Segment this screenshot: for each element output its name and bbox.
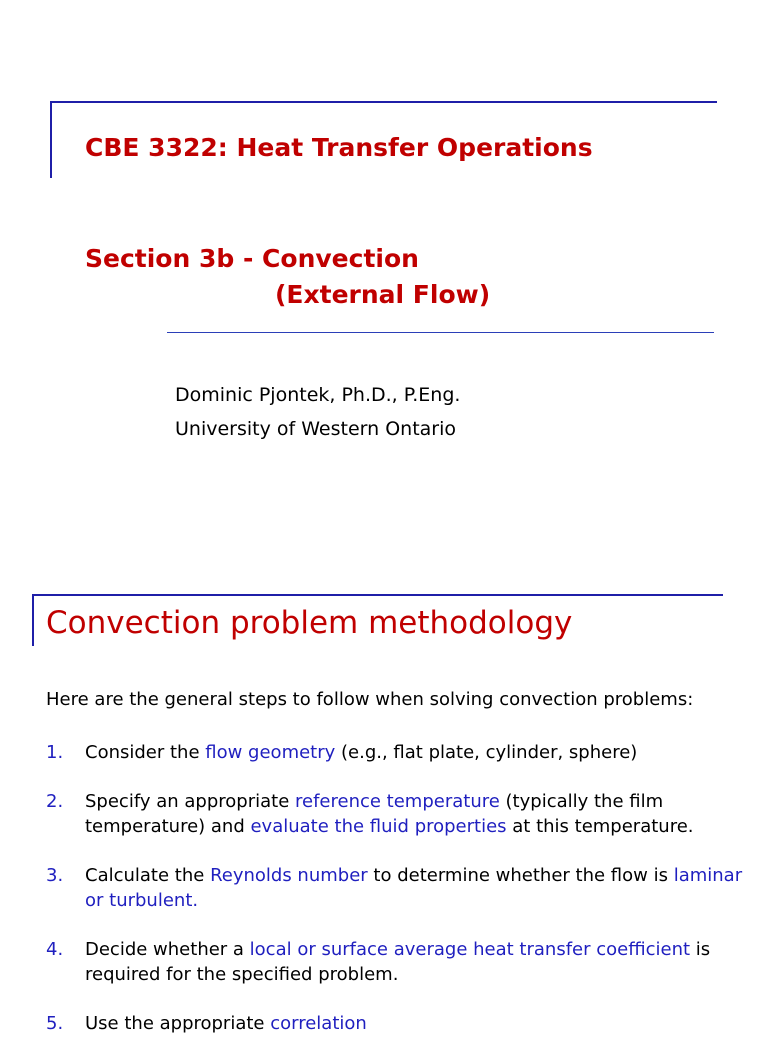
slide1-frame-left-rule	[50, 101, 52, 178]
slide2-title: Convection problem methodology	[46, 605, 573, 641]
author-affiliation: University of Western Ontario	[175, 418, 457, 440]
step-highlight: laminar or turbulent.	[85, 865, 743, 911]
step-highlight: correlation	[270, 1013, 367, 1034]
step-text	[85, 791, 694, 837]
step-item	[46, 789, 746, 839]
step-fragment: Decide whether a	[85, 939, 250, 960]
step-item	[46, 863, 746, 913]
step-fragment: Specify an appropriate	[85, 791, 295, 812]
step-number: 4.	[46, 939, 64, 960]
step-fragment: is required for the specified problem.	[85, 939, 711, 985]
slide2-frame-top-rule	[32, 594, 723, 596]
step-text	[85, 939, 710, 985]
section-underline	[167, 332, 714, 333]
author-name: Dominic Pjontek, Ph.D., P.Eng.	[175, 384, 461, 406]
step-highlight: Reynolds number	[210, 865, 368, 886]
step-highlight: flow geometry	[205, 742, 336, 763]
slide1-frame-top-rule	[50, 101, 717, 103]
slide2-frame-left-rule	[32, 594, 34, 646]
step-fragment: Consider the	[85, 742, 206, 763]
step-fragment: Use the appropriate	[85, 1013, 271, 1034]
step-fragment: at this temperature.	[506, 816, 694, 837]
section-title-line2: (External Flow)	[275, 280, 491, 309]
step-number: 2.	[46, 791, 64, 812]
intro-text: Here are the general steps to follow when solving convection problems:	[46, 689, 694, 710]
step-fragment: (typically the film temperature) and	[85, 791, 664, 837]
course-title: CBE 3322: Heat Transfer Operations	[85, 133, 593, 162]
step-item	[46, 740, 746, 765]
step-highlight: evaluate the fluid properties	[250, 816, 507, 837]
step-highlight: reference temperature	[295, 791, 500, 812]
step-fragment: to determine whether the flow is	[367, 865, 674, 886]
step-number: 3.	[46, 865, 64, 886]
step-number: 5.	[46, 1013, 64, 1034]
step-highlight: local or surface average heat transfer coefficient	[249, 939, 691, 960]
step-text	[85, 742, 637, 763]
step-item	[46, 937, 746, 987]
step-text	[85, 865, 742, 911]
section-title	[85, 241, 490, 313]
step-number: 1.	[46, 742, 64, 763]
step-fragment: (e.g., flat plate, cylinder, sphere)	[335, 742, 638, 763]
section-title-line1: Section 3b - Convection	[85, 244, 419, 273]
step-fragment: Calculate the	[85, 865, 211, 886]
author-block	[175, 378, 460, 446]
steps-list	[46, 740, 746, 1060]
